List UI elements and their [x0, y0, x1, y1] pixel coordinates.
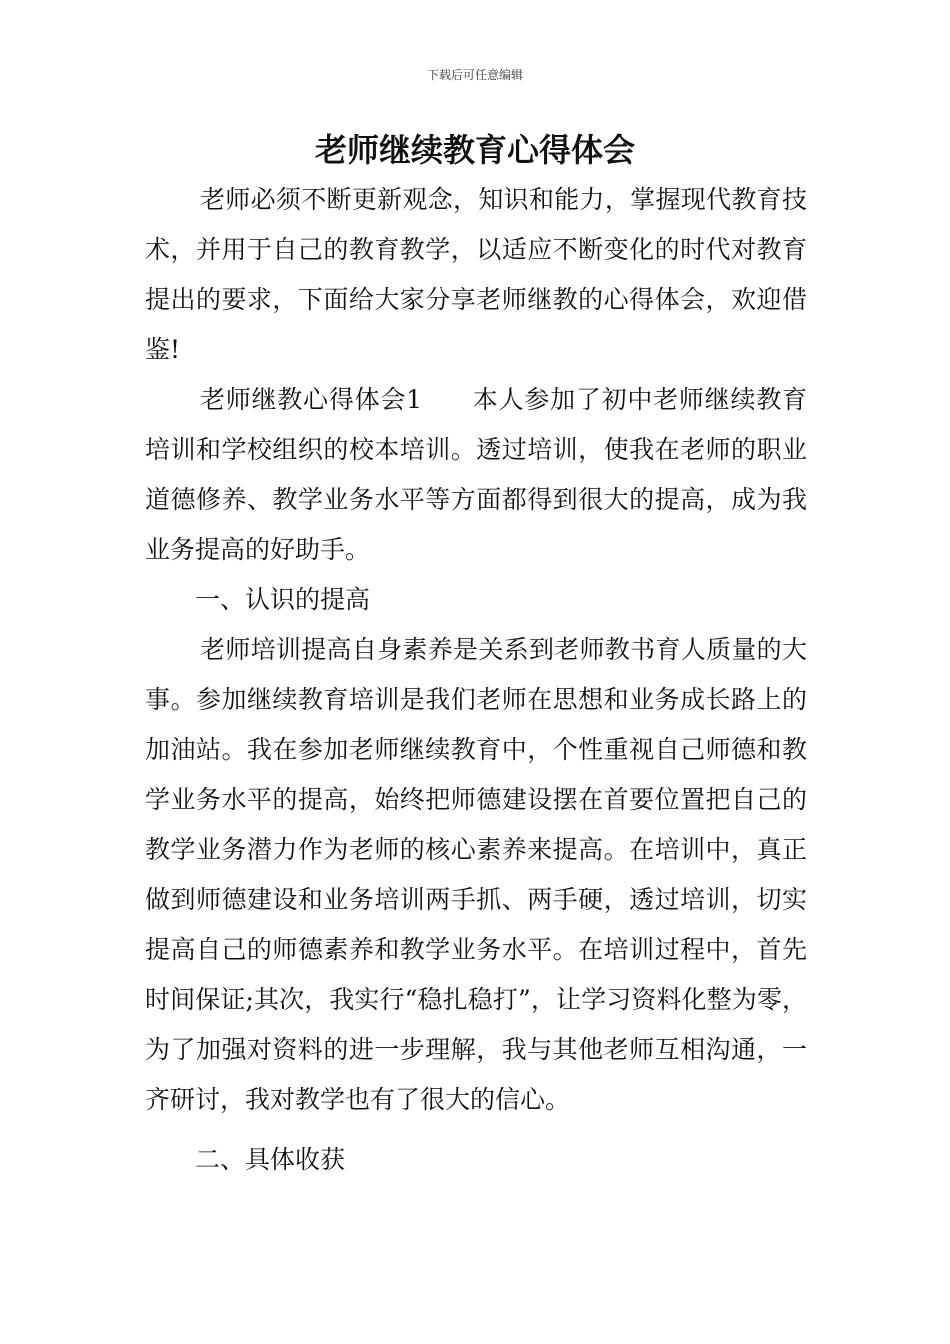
- intro-paragraph: 老师必须不断更新观念，知识和能力，掌握现代教育技术，并用于自己的教育教学，以适应不断变化的时代对教育提出的要求，下面给大家分享老师继教的心得体会，欢迎借鉴!: [145, 185, 807, 364]
- heading-gains: 二、具体收获: [195, 1145, 346, 1174]
- section1-label: 老师继教心得体会1: [200, 385, 423, 414]
- section1-paragraph: [145, 375, 807, 575]
- training-paragraph: 老师培训提高自身素养是关系到老师教书育人质量的大事。参加继续教育培训是我们老师在思想和业务成长路上的加油站。我在参加老师继续教育中，个性重视自己师德和教学业务水平的提高，始终把师德建设摆在首要位置把自己的教学业务潜力作为老师的核心素养来提高。在培训中，真正做到师德建设和业务培训两手抓、两手硬，透过培训，切实提高自己的师德素养和教学业务水平。在培训过程中，首先时间保证;其次，我实行“稳扎稳打”，让学习资料化整为零，为了加强对资料的进一步理解，我与其他老师互相沟通，一齐研讨，我对教学也有了很大的信心。: [145, 635, 807, 1114]
- header-note: 下载后可任意编辑: [426, 68, 523, 82]
- heading-recognition: 一、认识的提高: [195, 585, 371, 614]
- section1-text: 本人参加了初中老师继续教育培训和学校组织的校本培训。透过培训，使我在老师的职业道德修养、教学业务水平等方面都得到很大的提高，成为我业务提高的好助手。: [145, 385, 807, 564]
- document-body: [145, 175, 807, 1185]
- document-title: 老师继续教育心得体会: [314, 131, 635, 169]
